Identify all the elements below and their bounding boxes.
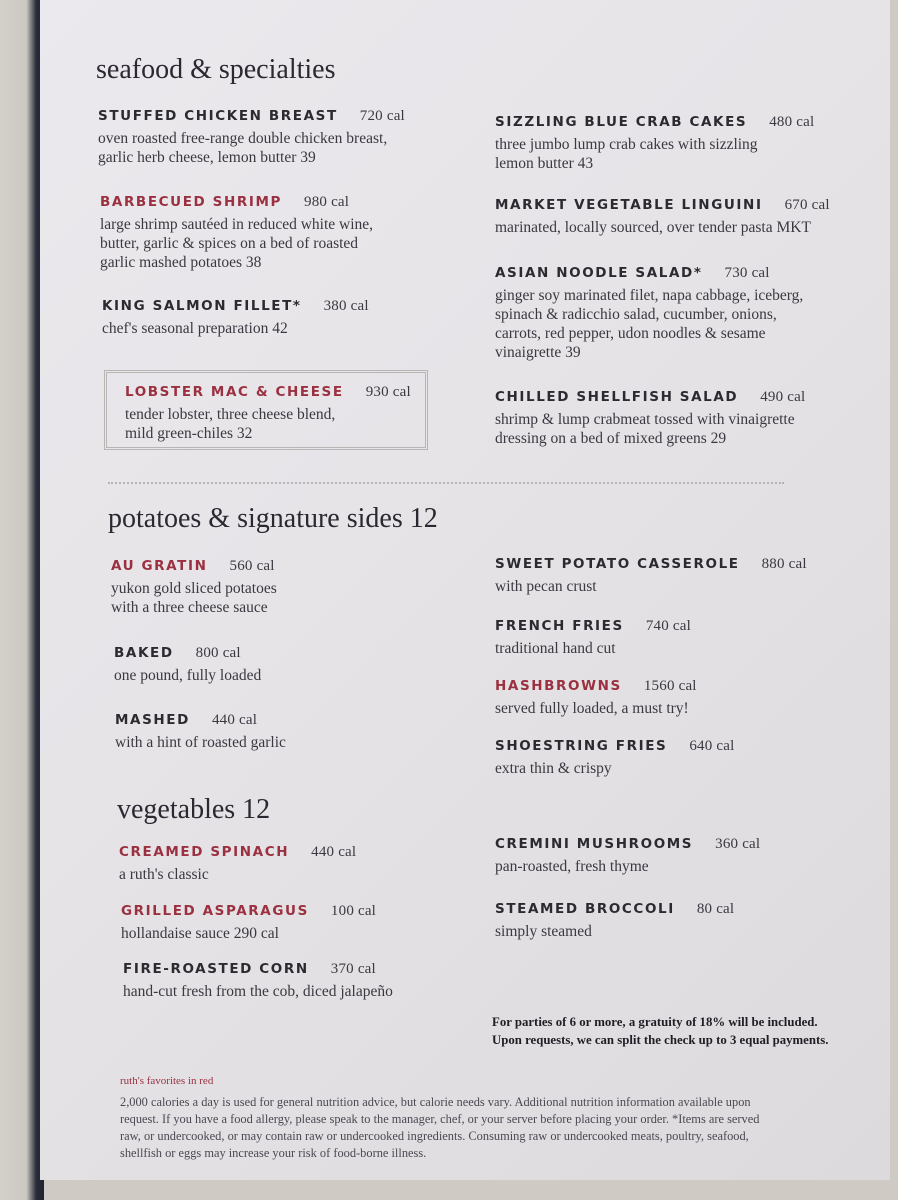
menu-item-cremini-mushrooms <box>495 835 760 876</box>
menu-item-grilled-asparagus <box>121 902 376 943</box>
item-name: SIZZLING BLUE CRAB CAKES <box>495 114 748 130</box>
favorites-legend: ruth's favorites in red <box>120 1075 214 1087</box>
item-description: a ruth's classic <box>119 866 209 883</box>
item-description: shrimp & lump crabmeat tossed with vinaigrette dressing on a bed of mixed greens 29 <box>495 411 795 447</box>
menu-item-king-salmon <box>102 297 369 338</box>
item-calories: 80 cal <box>696 901 735 917</box>
section-divider <box>108 482 784 484</box>
item-description: tender lobster, three cheese blend, mild green-chiles 32 <box>125 406 336 442</box>
item-calories: 640 cal <box>689 738 735 754</box>
menu-item-stuffed-chicken <box>98 107 405 167</box>
item-calories: 560 cal <box>229 558 275 574</box>
item-calories: 100 cal <box>330 903 377 919</box>
item-name: CREMINI MUSHROOMS <box>495 836 694 852</box>
gratuity-line-1: For parties of 6 or more, a gratuity of 18% will be included. <box>492 1015 818 1029</box>
item-name: HASHBROWNS <box>495 678 622 694</box>
menu-item-mashed <box>115 711 286 752</box>
item-name: STEAMED BROCCOLI <box>495 901 675 917</box>
item-description: yukon gold sliced potatoes with a three cheese sauce <box>111 580 277 616</box>
menu-item-shellfish-salad <box>495 388 805 448</box>
item-name: BAKED <box>114 645 174 661</box>
item-calories: 440 cal <box>311 844 357 860</box>
item-name: SHOESTRING FRIES <box>495 738 668 754</box>
item-calories: 720 cal <box>359 108 405 124</box>
item-name: FIRE-ROASTED CORN <box>123 961 309 977</box>
item-name: FRENCH FRIES <box>495 618 624 634</box>
item-name: SWEET POTATO CASSEROLE <box>495 556 740 572</box>
menu-item-shoestring-fries <box>495 737 734 778</box>
gratuity-notice <box>492 1013 828 1049</box>
menu-item-fire-roasted-corn <box>123 960 393 1001</box>
item-description: hand-cut fresh from the cob, diced jalapeño <box>123 983 393 1000</box>
item-name: GRILLED ASPARAGUS <box>121 903 309 919</box>
item-description: chef's seasonal preparation 42 <box>102 320 288 337</box>
item-name: BARBECUED SHRIMP <box>100 194 283 210</box>
item-description: hollandaise sauce 290 cal <box>121 925 279 942</box>
item-name: LOBSTER MAC & CHEESE <box>125 384 344 400</box>
item-description: oven roasted free-range double chicken breast, garlic herb cheese, lemon butter 39 <box>98 130 388 166</box>
item-calories: 360 cal <box>715 836 761 852</box>
item-calories: 980 cal <box>304 194 350 210</box>
nutrition-disclaimer: 2,000 calories a day is used for general nutrition advice, but calorie needs vary. Additional nutrition information available upon request. If you have a food allergy, please speak to the manager, chef, or your server before placing your order. *Items are served raw, or undercooked, or may contain raw or undercooked ingredients. Consuming raw or undercooked meats, poultry, seafood, shellfish or eggs may increase your risk of food-borne illness. <box>120 1095 760 1160</box>
menu-item-french-fries <box>495 617 691 658</box>
item-description: pan-roasted, fresh thyme <box>495 858 649 875</box>
menu-item-sweet-potato <box>495 555 807 596</box>
item-calories: 930 cal <box>365 384 411 400</box>
item-calories: 480 cal <box>769 114 815 130</box>
menu-item-vegetable-linguini <box>495 196 830 237</box>
item-calories: 1560 cal <box>643 678 697 694</box>
item-calories: 740 cal <box>645 618 691 634</box>
item-description: large shrimp sautéed in reduced white wine, butter, garlic & spices on a bed of roasted garlic mashed potatoes 38 <box>100 216 374 271</box>
item-calories: 370 cal <box>330 961 376 977</box>
item-description: marinated, locally sourced, over tender pasta MKT <box>495 219 811 236</box>
item-name: CREAMED SPINACH <box>119 844 290 860</box>
item-calories: 880 cal <box>761 556 807 572</box>
item-description: extra thin & crispy <box>495 760 612 777</box>
item-description: traditional hand cut <box>495 640 616 657</box>
item-name: STUFFED CHICKEN BREAST <box>98 108 338 124</box>
menu-item-creamed-spinach <box>119 843 356 884</box>
menu-item-crab-cakes <box>495 113 814 173</box>
section-title-vegetables: vegetables 12 <box>117 794 271 825</box>
gratuity-line-2: Upon requests, we can split the check up to 3 equal payments. <box>492 1033 829 1047</box>
item-description: ginger soy marinated filet, napa cabbage, iceberg, spinach & radicchio salad, cucumber, onions, carrots, red pepper, udon noodles & sesame vinaigrette 39 <box>495 287 804 361</box>
item-calories: 440 cal <box>211 712 258 728</box>
item-calories: 670 cal <box>784 197 830 213</box>
menu-item-barbecued-shrimp <box>100 193 373 272</box>
menu-item-baked <box>114 644 261 685</box>
featured-box-lobster <box>104 370 428 450</box>
item-name: ASIAN NOODLE SALAD* <box>495 265 703 281</box>
item-description: one pound, fully loaded <box>114 667 262 684</box>
item-name: MARKET VEGETABLE LINGUINI <box>495 197 763 213</box>
item-name: KING SALMON FILLET* <box>102 298 302 314</box>
menu-item-steamed-broccoli <box>495 900 734 941</box>
menu-binding <box>0 0 44 1200</box>
item-name: CHILLED SHELLFISH SALAD <box>495 389 739 405</box>
item-description: with pecan crust <box>495 578 597 595</box>
section-title-seafood: seafood & specialties <box>96 54 336 85</box>
item-calories: 380 cal <box>323 298 369 314</box>
item-description: served fully loaded, a must try! <box>495 700 689 717</box>
menu-item-hashbrowns <box>495 677 697 718</box>
section-title-potatoes: potatoes & signature sides 12 <box>108 503 438 534</box>
item-name: MASHED <box>115 712 190 728</box>
item-name: AU GRATIN <box>111 558 208 574</box>
menu-item-au-gratin <box>111 557 277 617</box>
item-description: simply steamed <box>495 923 592 940</box>
item-calories: 800 cal <box>195 645 241 661</box>
item-description: with a hint of roasted garlic <box>115 734 286 751</box>
menu-item-asian-noodle-salad <box>495 264 803 362</box>
item-calories: 490 cal <box>760 389 806 405</box>
item-calories: 730 cal <box>724 265 770 281</box>
item-description: three jumbo lump crab cakes with sizzling lemon butter 43 <box>495 136 758 172</box>
